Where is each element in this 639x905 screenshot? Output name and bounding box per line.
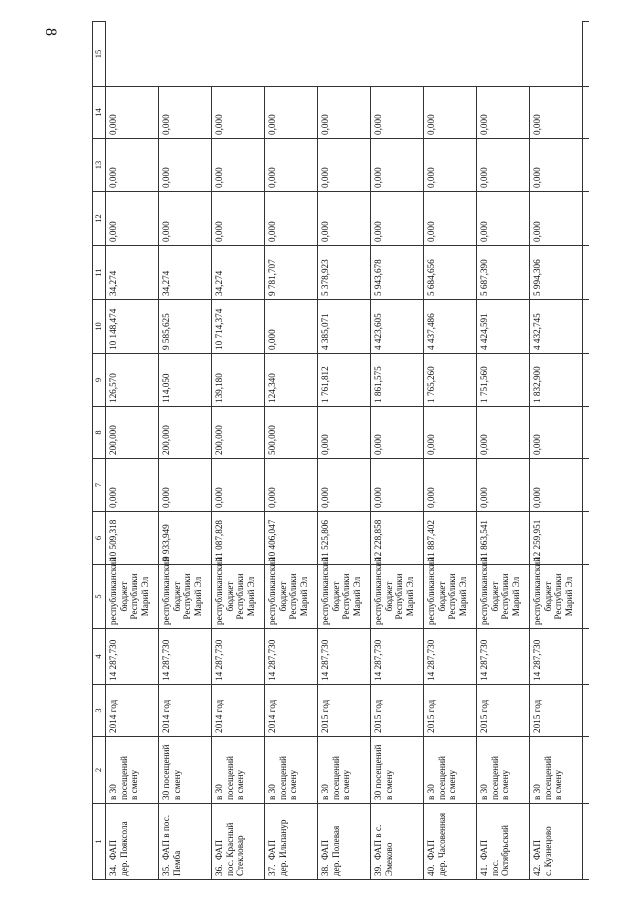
cost-total: 14 287,730 xyxy=(530,629,583,685)
col-14: 0,000 xyxy=(265,139,318,192)
col-7: 11 863,541 xyxy=(477,512,530,565)
facility-cell xyxy=(265,804,318,880)
header-cell: 7 xyxy=(93,459,106,512)
row-number: 35. xyxy=(161,864,171,876)
year: 2014 год xyxy=(159,685,212,737)
col-11: 0,000 xyxy=(265,300,318,354)
tail-cell xyxy=(583,192,590,246)
col-13: 0,000 xyxy=(371,192,424,246)
capacity: в 30 посещений в смену xyxy=(530,737,583,804)
cost-total: 14 287,730 xyxy=(212,629,265,685)
facility-cell xyxy=(424,804,477,880)
tail-cell xyxy=(583,737,590,804)
capacity: в 30 посещений в смену xyxy=(318,737,371,804)
capacity: в 30 посещений в смену xyxy=(477,737,530,804)
col-9: 200,000 xyxy=(159,407,212,459)
col-8: 0,000 xyxy=(318,459,371,512)
funding-source: республиканский бюджет Республики Марий Эл xyxy=(530,565,583,629)
col-9: 0,000 xyxy=(318,407,371,459)
tail-cell xyxy=(583,629,590,685)
col-11: 4 423,605 xyxy=(371,300,424,354)
facility-name: ФАП пос. Красный Стекловар xyxy=(214,822,246,876)
header-cell: 1 xyxy=(93,804,106,880)
tail-cell xyxy=(583,22,590,87)
facility-name: ФАП с. Кузнецово xyxy=(532,826,553,876)
header-cell: 4 xyxy=(93,629,106,685)
col-9: 0,000 xyxy=(371,407,424,459)
row-number: 40. xyxy=(426,864,436,876)
col-9: 0,000 xyxy=(424,407,477,459)
funding-source: республиканский бюджет Республики Марий Эл xyxy=(318,565,371,629)
col-15: 0,000 xyxy=(106,87,159,139)
col-11: 10 148,474 xyxy=(106,300,159,354)
col-12: 5 378,923 xyxy=(318,246,371,300)
capacity: в 30 посещений в смену xyxy=(265,737,318,804)
facility-name: ФАП пос. Октябрьский xyxy=(479,825,511,876)
table-row xyxy=(424,22,477,880)
col-12: 34,274 xyxy=(212,246,265,300)
facility-name: ФАП в с. Эмеково xyxy=(373,824,394,876)
col-14: 0,000 xyxy=(424,139,477,192)
tail-cell xyxy=(583,139,590,192)
col-14: 0,000 xyxy=(371,139,424,192)
capacity: в 30 посещений в смену xyxy=(212,737,265,804)
col-8: 0,000 xyxy=(371,459,424,512)
col-8: 0,000 xyxy=(477,459,530,512)
col-10: 114,050 xyxy=(159,354,212,407)
table-row xyxy=(530,22,583,880)
row-number: 41. xyxy=(479,864,489,876)
col-15: 0,000 xyxy=(265,87,318,139)
funding-source: республиканский бюджет Республики Марий Эл xyxy=(265,565,318,629)
facility-cell xyxy=(371,804,424,880)
col-7: 11 525,806 xyxy=(318,512,371,565)
col-10: 126,570 xyxy=(106,354,159,407)
facility-name: ФАП дер. Часовенная xyxy=(426,812,447,876)
facility-cell xyxy=(318,804,371,880)
year: 2015 год xyxy=(477,685,530,737)
col-8: 0,000 xyxy=(424,459,477,512)
tail-cell xyxy=(583,407,590,459)
col-13: 0,000 xyxy=(530,192,583,246)
col-7: 11 087,828 xyxy=(212,512,265,565)
funding-source: республиканский бюджет Республики Марий Эл xyxy=(212,565,265,629)
cost-total: 14 287,730 xyxy=(477,629,530,685)
col-8: 0,000 xyxy=(212,459,265,512)
header-cell: 12 xyxy=(93,192,106,246)
col-7: 10 406,047 xyxy=(265,512,318,565)
col-10: 1 765,260 xyxy=(424,354,477,407)
tail-cell xyxy=(583,300,590,354)
col-15: 0,000 xyxy=(530,87,583,139)
cost-total: 14 287,730 xyxy=(106,629,159,685)
col-12: 5 994,306 xyxy=(530,246,583,300)
col-10: 124,340 xyxy=(265,354,318,407)
col-13: 0,000 xyxy=(477,192,530,246)
funding-source: республиканский бюджет Республики Марий Эл xyxy=(159,565,212,629)
year: 2014 год xyxy=(106,685,159,737)
col-13: 0,000 xyxy=(106,192,159,246)
year: 2014 год xyxy=(212,685,265,737)
tail-cell xyxy=(583,246,590,300)
page-number: 8 xyxy=(42,28,59,36)
col-11: 9 585,625 xyxy=(159,300,212,354)
col-14: 0,000 xyxy=(318,139,371,192)
table-row xyxy=(212,22,265,880)
tail-cell xyxy=(583,804,590,880)
header-cell: 5 xyxy=(93,565,106,629)
col-11: 4 385,071 xyxy=(318,300,371,354)
table-tail xyxy=(583,22,590,880)
col-11: 10 714,374 xyxy=(212,300,265,354)
col-15: 0,000 xyxy=(159,87,212,139)
col-10: 1 832,900 xyxy=(530,354,583,407)
cost-total: 14 287,730 xyxy=(265,629,318,685)
table-row xyxy=(159,22,212,880)
rotated-page xyxy=(92,22,574,880)
col-7: 12 259,951 xyxy=(530,512,583,565)
col-12: 9 781,707 xyxy=(265,246,318,300)
row-number: 38. xyxy=(320,864,330,876)
col-9: 0,000 xyxy=(530,407,583,459)
header-cell: 6 xyxy=(93,512,106,565)
facility-cell xyxy=(477,804,530,880)
funding-source: республиканский бюджет Республики Марий Эл xyxy=(477,565,530,629)
col-12: 34,274 xyxy=(159,246,212,300)
col-14: 0,000 xyxy=(530,139,583,192)
header-cell: 10 xyxy=(93,300,106,354)
table-row xyxy=(265,22,318,880)
tail-cell xyxy=(583,87,590,139)
col-9: 0,000 xyxy=(477,407,530,459)
col-12: 34,274 xyxy=(106,246,159,300)
col-13: 0,000 xyxy=(318,192,371,246)
capacity: 30 посещений в смену xyxy=(159,737,212,804)
row-number: 39. xyxy=(373,864,383,876)
facility-name: ФАП дер. Ильпанур xyxy=(267,819,288,876)
col-9: 200,000 xyxy=(212,407,265,459)
col-10: 1 761,812 xyxy=(318,354,371,407)
col-12: 5 687,390 xyxy=(477,246,530,300)
tail-cell xyxy=(583,354,590,407)
col-7: 12 228,858 xyxy=(371,512,424,565)
col-7: 10 509,318 xyxy=(106,512,159,565)
col-15: 0,000 xyxy=(212,87,265,139)
tail-cell xyxy=(583,685,590,737)
col-14: 0,000 xyxy=(159,139,212,192)
col-11: 4 432,745 xyxy=(530,300,583,354)
capacity: 30 посещений в смену xyxy=(371,737,424,804)
col-15: 0,000 xyxy=(424,87,477,139)
col-8: 0,000 xyxy=(530,459,583,512)
col-13: 0,000 xyxy=(424,192,477,246)
col-9: 500,000 xyxy=(265,407,318,459)
col-10: 1 861,575 xyxy=(371,354,424,407)
row-number: 36. xyxy=(214,864,224,876)
col-8: 0,000 xyxy=(159,459,212,512)
col-7: 9 933,949 xyxy=(159,512,212,565)
col-11: 4 437,486 xyxy=(424,300,477,354)
header-cell: 13 xyxy=(93,139,106,192)
capacity: в 30 посещений в смену xyxy=(106,737,159,804)
tail-cell xyxy=(583,512,590,565)
year: 2015 год xyxy=(318,685,371,737)
table-row xyxy=(318,22,371,880)
col-14: 0,000 xyxy=(477,139,530,192)
col-14: 0,000 xyxy=(106,139,159,192)
col-14: 0,000 xyxy=(212,139,265,192)
year: 2015 год xyxy=(530,685,583,737)
col-11: 4 424,591 xyxy=(477,300,530,354)
year: 2015 год xyxy=(371,685,424,737)
col-13: 0,000 xyxy=(265,192,318,246)
year: 2015 год xyxy=(424,685,477,737)
col-12: 5 684,656 xyxy=(424,246,477,300)
header-cell: 14 xyxy=(93,87,106,139)
col-15: 0,000 xyxy=(371,87,424,139)
col-8: 0,000 xyxy=(106,459,159,512)
col-15: 0,000 xyxy=(318,87,371,139)
cost-total: 14 287,730 xyxy=(159,629,212,685)
facility-cell xyxy=(106,804,159,880)
row-number: 42. xyxy=(532,864,542,876)
col-7: 11 887,402 xyxy=(424,512,477,565)
header-row xyxy=(93,22,106,880)
col-12: 5 943,678 xyxy=(371,246,424,300)
col-10: 139,180 xyxy=(212,354,265,407)
funding-source: республиканский бюджет Республики Марий Эл xyxy=(424,565,477,629)
table-row xyxy=(477,22,530,880)
facility-cell xyxy=(530,804,583,880)
header-cell: 8 xyxy=(93,407,106,459)
table-row xyxy=(371,22,424,880)
facility-cell xyxy=(212,804,265,880)
col-13: 0,000 xyxy=(159,192,212,246)
cost-total: 14 287,730 xyxy=(424,629,477,685)
header-cell: 3 xyxy=(93,685,106,737)
col-8: 0,000 xyxy=(265,459,318,512)
cost-total: 14 287,730 xyxy=(371,629,424,685)
capacity: в 30 посещений в смену xyxy=(424,737,477,804)
header-cell: 9 xyxy=(93,354,106,407)
header-cell: 11 xyxy=(93,246,106,300)
objects-table xyxy=(92,21,589,880)
tail-cell xyxy=(583,565,590,629)
facility-name: ФАП дер. Полевая xyxy=(320,825,341,876)
table-row xyxy=(106,22,159,880)
facility-name: ФАП дер. Пояксола xyxy=(108,821,129,876)
row-number: 37. xyxy=(267,864,277,876)
cost-total: 14 287,730 xyxy=(318,629,371,685)
tail-cell xyxy=(583,459,590,512)
col-15: 0,000 xyxy=(477,87,530,139)
facility-cell xyxy=(159,804,212,880)
row-number: 34. xyxy=(108,864,118,876)
header-cell: 2 xyxy=(93,737,106,804)
col-9: 200,000 xyxy=(106,407,159,459)
year: 2014 год xyxy=(265,685,318,737)
col-10: 1 751,560 xyxy=(477,354,530,407)
facility-name: ФАП в пос. Пемба xyxy=(161,815,182,876)
funding-source: республиканский бюджет Республики Марий Эл xyxy=(106,565,159,629)
col-13: 0,000 xyxy=(212,192,265,246)
funding-source: республиканский бюджет Республики Марий Эл xyxy=(371,565,424,629)
header-cell: 15 xyxy=(93,22,106,87)
